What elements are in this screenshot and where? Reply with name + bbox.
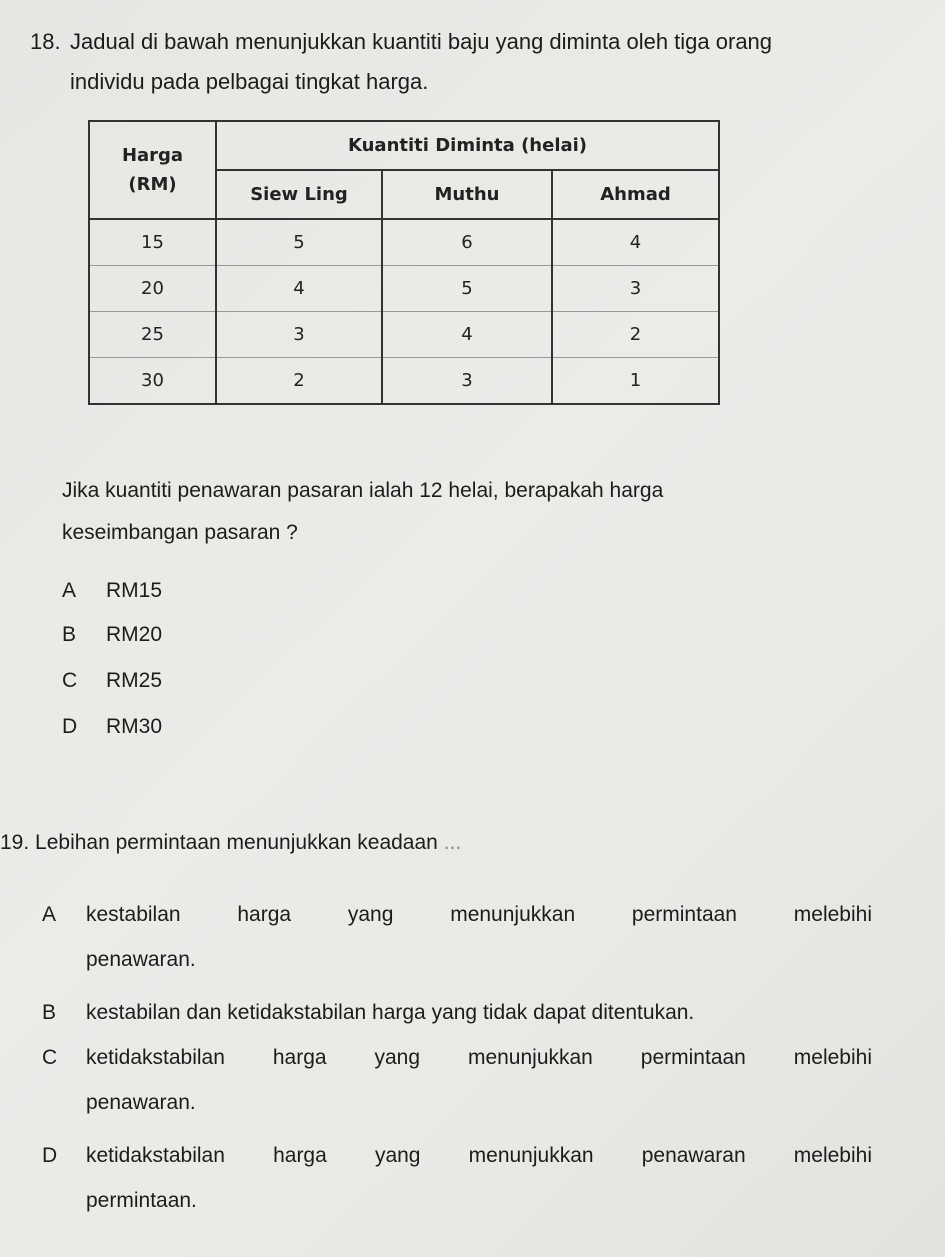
option-text: RM15 [106, 579, 163, 602]
cell-price: 30 [89, 358, 216, 405]
option-letter: D [42, 1144, 58, 1167]
table-row [89, 219, 719, 266]
header-siew-ling: Siew Ling [216, 170, 382, 219]
q19-option-c[interactable] [42, 1035, 872, 1125]
option-letter: C [62, 669, 78, 692]
option-text-line2: penawaran. [86, 948, 196, 971]
option-text-line1: ketidakstabilan harga yang menunjukkan penawaran melebihi [86, 1144, 872, 1167]
option-text-line1: kestabilan dan ketidakstabilan harga yang tidak dapat ditentukan. [86, 1001, 695, 1024]
cell-ahmad: 1 [552, 358, 719, 405]
option-text: RM30 [106, 715, 163, 738]
cell-muthu: 4 [382, 312, 552, 358]
option-letter: D [62, 715, 78, 738]
q18-stem-line2: individu pada pelbagai tingkat harga. [70, 69, 429, 94]
q18-stem [30, 22, 910, 102]
cell-siew-ling: 4 [216, 266, 382, 312]
q19-ellipsis: ... [443, 831, 462, 854]
q18-option-a[interactable] [62, 576, 362, 606]
q18-option-c[interactable] [62, 666, 362, 696]
header-quantity-group: Kuantiti Diminta (helai) [216, 121, 719, 170]
cell-muthu: 3 [382, 358, 552, 405]
option-letter: A [62, 579, 77, 602]
option-letter: C [42, 1046, 58, 1069]
table-row [89, 312, 719, 358]
header-muthu: Muthu [382, 170, 552, 219]
cell-ahmad: 3 [552, 266, 719, 312]
cell-muthu: 5 [382, 266, 552, 312]
q19-stem [0, 828, 461, 858]
header-price-bottom: (RM) [89, 170, 216, 219]
option-text: RM20 [106, 623, 163, 646]
q19-option-b[interactable] [42, 990, 872, 1035]
q19-option-a[interactable] [42, 892, 872, 982]
option-text-line1: ketidakstabilan harga yang menunjukkan permintaan melebihi [86, 1046, 872, 1069]
q18-question [62, 470, 862, 554]
cell-ahmad: 2 [552, 312, 719, 358]
option-text: RM25 [106, 669, 163, 692]
cell-siew-ling: 3 [216, 312, 382, 358]
q18-option-b[interactable] [62, 620, 362, 650]
q18-number: 18. [30, 29, 61, 54]
table-row [89, 358, 719, 405]
q19-stem-text: Lebihan permintaan menunjukkan keadaan [35, 831, 438, 854]
q19-option-d[interactable] [42, 1133, 872, 1223]
q19-number: 19. [0, 831, 30, 854]
cell-siew-ling: 5 [216, 219, 382, 266]
table-header-row-1 [89, 121, 719, 170]
cell-price: 20 [89, 266, 216, 312]
option-letter: B [42, 1001, 57, 1024]
cell-siew-ling: 2 [216, 358, 382, 405]
option-letter: A [42, 903, 57, 926]
cell-muthu: 6 [382, 219, 552, 266]
cell-price: 15 [89, 219, 216, 266]
q18-question-line2: keseimbangan pasaran ? [62, 521, 298, 544]
option-text-line1: kestabilan harga yang menunjukkan permintaan melebihi [86, 903, 872, 926]
table-header-row-2 [89, 170, 719, 219]
option-text-line2: permintaan. [86, 1189, 197, 1212]
q18-option-d[interactable] [62, 712, 362, 742]
cell-ahmad: 4 [552, 219, 719, 266]
option-text-line2: penawaran. [86, 1091, 196, 1114]
demand-table [88, 120, 720, 405]
header-ahmad: Ahmad [552, 170, 719, 219]
q18-stem-line1: Jadual di bawah menunjukkan kuantiti baju yang diminta oleh tiga orang [70, 29, 773, 54]
option-letter: B [62, 623, 77, 646]
q18-question-line1: Jika kuantiti penawaran pasaran ialah 12 helai, berapakah harga [62, 479, 664, 502]
table-row [89, 266, 719, 312]
header-price-top: Harga [89, 121, 216, 170]
cell-price: 25 [89, 312, 216, 358]
